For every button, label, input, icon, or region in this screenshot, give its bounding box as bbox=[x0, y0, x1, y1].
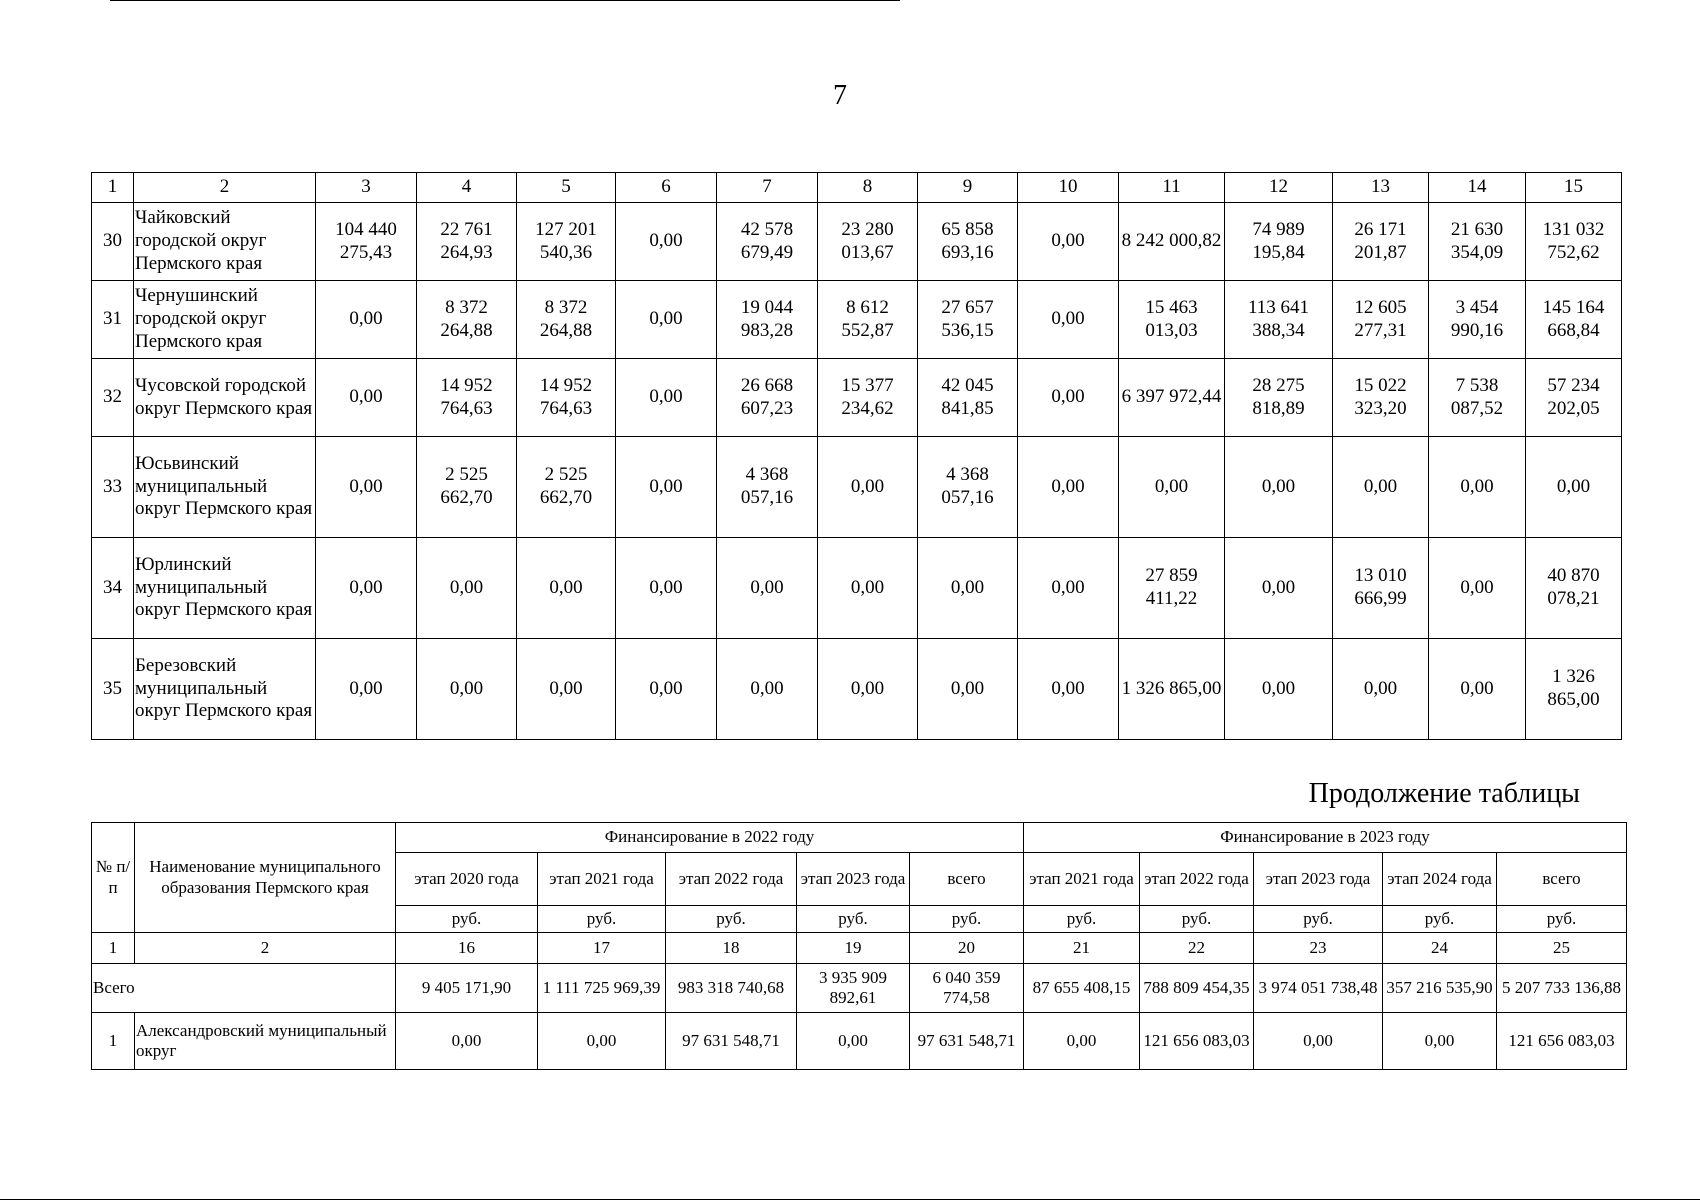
value-cell: 15 022 323,20 bbox=[1333, 359, 1429, 437]
value-cell: 0,00 bbox=[1429, 639, 1526, 740]
unit-cell: руб. bbox=[1140, 906, 1254, 933]
municipality-name: Юрлинский муниципальный округ Пермского края bbox=[134, 538, 316, 639]
value-cell: 6 397 972,44 bbox=[1119, 359, 1225, 437]
value-cell: 0,00 bbox=[396, 1013, 538, 1070]
value-cell: 97 631 548,71 bbox=[910, 1013, 1024, 1070]
header-cell: 15 bbox=[1526, 173, 1622, 203]
value-cell: 42 578 679,49 bbox=[717, 203, 818, 281]
subheader-cell: всего bbox=[1497, 853, 1627, 906]
value-cell: 121 656 083,03 bbox=[1497, 1013, 1627, 1070]
column-number-cell: 22 bbox=[1140, 933, 1254, 964]
value-cell: 0,00 bbox=[717, 639, 818, 740]
value-cell: 74 989 195,84 bbox=[1225, 203, 1333, 281]
value-cell: 57 234 202,05 bbox=[1526, 359, 1622, 437]
total-value: 983 318 740,68 bbox=[666, 964, 797, 1013]
table-row bbox=[92, 639, 1622, 740]
value-cell: 131 032 752,62 bbox=[1526, 203, 1622, 281]
value-cell: 1 326 865,00 bbox=[1119, 639, 1225, 740]
value-cell: 4 368 057,16 bbox=[918, 437, 1018, 538]
row-number: 34 bbox=[92, 538, 134, 639]
value-cell: 0,00 bbox=[316, 538, 417, 639]
value-cell: 8 612 552,87 bbox=[818, 281, 918, 359]
municipality-name: Александровский муниципальный округ bbox=[135, 1013, 396, 1070]
header-cell: 4 bbox=[417, 173, 517, 203]
total-value: 1 111 725 969,39 bbox=[538, 964, 666, 1013]
row-number: 35 bbox=[92, 639, 134, 740]
value-cell: 0,00 bbox=[1018, 359, 1119, 437]
value-cell: 4 368 057,16 bbox=[717, 437, 818, 538]
value-cell: 40 870 078,21 bbox=[1526, 538, 1622, 639]
value-cell: 0,00 bbox=[1383, 1013, 1497, 1070]
value-cell: 0,00 bbox=[1225, 639, 1333, 740]
total-value: 3 974 051 738,48 bbox=[1254, 964, 1383, 1013]
value-cell: 0,00 bbox=[1526, 437, 1622, 538]
value-cell: 15 377 234,62 bbox=[818, 359, 918, 437]
col-name-header: Наименование муниципального образования Пермского края bbox=[135, 823, 396, 933]
value-cell: 0,00 bbox=[1018, 437, 1119, 538]
unit-cell: руб. bbox=[1254, 906, 1383, 933]
value-cell: 22 761 264,93 bbox=[417, 203, 517, 281]
header-cell: 10 bbox=[1018, 173, 1119, 203]
value-cell: 14 952 764,63 bbox=[517, 359, 616, 437]
value-cell: 65 858 693,16 bbox=[918, 203, 1018, 281]
value-cell: 0,00 bbox=[538, 1013, 666, 1070]
value-cell: 0,00 bbox=[316, 437, 417, 538]
total-value: 87 655 408,15 bbox=[1024, 964, 1140, 1013]
value-cell: 0,00 bbox=[1429, 538, 1526, 639]
table-row bbox=[92, 359, 1622, 437]
table-row bbox=[92, 281, 1622, 359]
total-value: 9 405 171,90 bbox=[396, 964, 538, 1013]
header-cell: 9 bbox=[918, 173, 1018, 203]
column-number-cell: 23 bbox=[1254, 933, 1383, 964]
row-number: 31 bbox=[92, 281, 134, 359]
unit-cell: руб. bbox=[1383, 906, 1497, 933]
value-cell: 0,00 bbox=[517, 639, 616, 740]
total-row bbox=[92, 964, 1627, 1013]
value-cell: 7 538 087,52 bbox=[1429, 359, 1526, 437]
value-cell: 0,00 bbox=[1254, 1013, 1383, 1070]
group-header-row bbox=[92, 823, 1627, 853]
unit-cell: руб. bbox=[1024, 906, 1140, 933]
page-number: 7 bbox=[833, 80, 847, 111]
column-number-row bbox=[92, 933, 1627, 964]
total-value: 6 040 359 774,58 bbox=[910, 964, 1024, 1013]
total-value: 788 809 454,35 bbox=[1140, 964, 1254, 1013]
value-cell: 26 171 201,87 bbox=[1333, 203, 1429, 281]
group-2023-header: Финансирование в 2023 году bbox=[1024, 823, 1627, 853]
municipality-name: Чернушинский городской округ Пермского края bbox=[134, 281, 316, 359]
header-cell: 14 bbox=[1429, 173, 1526, 203]
header-cell: 2 bbox=[134, 173, 316, 203]
value-cell: 0,00 bbox=[1333, 639, 1429, 740]
total-label: Всего bbox=[92, 964, 396, 1013]
table-continuation-caption: Продолжение таблицы bbox=[1308, 778, 1580, 809]
value-cell: 0,00 bbox=[1018, 281, 1119, 359]
value-cell: 0,00 bbox=[316, 359, 417, 437]
unit-cell: руб. bbox=[1497, 906, 1627, 933]
total-value: 3 935 909 892,61 bbox=[797, 964, 910, 1013]
unit-cell: руб. bbox=[797, 906, 910, 933]
value-cell: 0,00 bbox=[616, 203, 717, 281]
value-cell: 2 525 662,70 bbox=[517, 437, 616, 538]
value-cell: 3 454 990,16 bbox=[1429, 281, 1526, 359]
table-row bbox=[92, 437, 1622, 538]
subheader-cell: этап 2024 года bbox=[1383, 853, 1497, 906]
unit-cell: руб. bbox=[666, 906, 797, 933]
value-cell: 0,00 bbox=[1225, 437, 1333, 538]
municipality-name: Березовский муниципальный округ Пермского края bbox=[134, 639, 316, 740]
row-number: 30 bbox=[92, 203, 134, 281]
value-cell: 104 440 275,43 bbox=[316, 203, 417, 281]
value-cell: 0,00 bbox=[1119, 437, 1225, 538]
value-cell: 145 164 668,84 bbox=[1526, 281, 1622, 359]
main-table bbox=[91, 172, 1622, 740]
column-number-cell: 20 bbox=[910, 933, 1024, 964]
column-number-row bbox=[92, 173, 1622, 203]
value-cell: 0,00 bbox=[1333, 437, 1429, 538]
subheader-cell: всего bbox=[910, 853, 1024, 906]
value-cell: 15 463 013,03 bbox=[1119, 281, 1225, 359]
column-number-cell: 24 bbox=[1383, 933, 1497, 964]
value-cell: 127 201 540,36 bbox=[517, 203, 616, 281]
row-number: 33 bbox=[92, 437, 134, 538]
value-cell: 0,00 bbox=[616, 639, 717, 740]
value-cell: 0,00 bbox=[818, 639, 918, 740]
total-value: 357 216 535,90 bbox=[1383, 964, 1497, 1013]
unit-cell: руб. bbox=[396, 906, 538, 933]
value-cell: 8 372 264,88 bbox=[417, 281, 517, 359]
value-cell: 0,00 bbox=[616, 538, 717, 639]
column-number-cell: 1 bbox=[92, 933, 135, 964]
value-cell: 0,00 bbox=[316, 639, 417, 740]
value-cell: 0,00 bbox=[517, 538, 616, 639]
header-cell: 13 bbox=[1333, 173, 1429, 203]
subheader-cell: этап 2021 года bbox=[1024, 853, 1140, 906]
value-cell: 19 044 983,28 bbox=[717, 281, 818, 359]
continuation-table bbox=[91, 822, 1627, 1070]
value-cell: 0,00 bbox=[1024, 1013, 1140, 1070]
value-cell: 27 859 411,22 bbox=[1119, 538, 1225, 639]
column-number-cell: 17 bbox=[538, 933, 666, 964]
value-cell: 113 641 388,34 bbox=[1225, 281, 1333, 359]
value-cell: 0,00 bbox=[1018, 538, 1119, 639]
table-row bbox=[92, 1013, 1627, 1070]
total-value: 5 207 733 136,88 bbox=[1497, 964, 1627, 1013]
subheader-cell: этап 2023 года bbox=[1254, 853, 1383, 906]
value-cell: 0,00 bbox=[1429, 437, 1526, 538]
value-cell: 121 656 083,03 bbox=[1140, 1013, 1254, 1070]
header-cell: 5 bbox=[517, 173, 616, 203]
header-cell: 11 bbox=[1119, 173, 1225, 203]
value-cell: 0,00 bbox=[616, 437, 717, 538]
header-cell: 12 bbox=[1225, 173, 1333, 203]
row-number: 1 bbox=[92, 1013, 135, 1070]
value-cell: 8 372 264,88 bbox=[517, 281, 616, 359]
value-cell: 1 326 865,00 bbox=[1526, 639, 1622, 740]
table-row bbox=[92, 538, 1622, 639]
value-cell: 27 657 536,15 bbox=[918, 281, 1018, 359]
value-cell: 0,00 bbox=[1018, 639, 1119, 740]
subheader-cell: этап 2022 года bbox=[1140, 853, 1254, 906]
value-cell: 0,00 bbox=[918, 639, 1018, 740]
value-cell: 0,00 bbox=[918, 538, 1018, 639]
value-cell: 0,00 bbox=[818, 437, 918, 538]
value-cell: 0,00 bbox=[1018, 203, 1119, 281]
header-cell: 8 bbox=[818, 173, 918, 203]
value-cell: 8 242 000,82 bbox=[1119, 203, 1225, 281]
subheader-cell: этап 2022 года bbox=[666, 853, 797, 906]
value-cell: 0,00 bbox=[797, 1013, 910, 1070]
table-row bbox=[92, 203, 1622, 281]
column-number-cell: 25 bbox=[1497, 933, 1627, 964]
col-num-header: № п/п bbox=[92, 823, 135, 933]
value-cell: 0,00 bbox=[818, 538, 918, 639]
value-cell: 21 630 354,09 bbox=[1429, 203, 1526, 281]
value-cell: 28 275 818,89 bbox=[1225, 359, 1333, 437]
value-cell: 0,00 bbox=[417, 538, 517, 639]
unit-cell: руб. bbox=[538, 906, 666, 933]
column-number-cell: 16 bbox=[396, 933, 538, 964]
value-cell: 26 668 607,23 bbox=[717, 359, 818, 437]
row-number: 32 bbox=[92, 359, 134, 437]
value-cell: 12 605 277,31 bbox=[1333, 281, 1429, 359]
unit-cell: руб. bbox=[910, 906, 1024, 933]
column-number-cell: 21 bbox=[1024, 933, 1140, 964]
value-cell: 0,00 bbox=[417, 639, 517, 740]
municipality-name: Чайковский городской округ Пермского края bbox=[134, 203, 316, 281]
subheader-cell: этап 2023 года bbox=[797, 853, 910, 906]
column-number-cell: 2 bbox=[135, 933, 396, 964]
value-cell: 0,00 bbox=[1225, 538, 1333, 639]
column-number-cell: 18 bbox=[666, 933, 797, 964]
value-cell: 13 010 666,99 bbox=[1333, 538, 1429, 639]
municipality-name: Юсьвинский муниципальный округ Пермского края bbox=[134, 437, 316, 538]
group-2022-header: Финансирование в 2022 году bbox=[396, 823, 1024, 853]
value-cell: 23 280 013,67 bbox=[818, 203, 918, 281]
value-cell: 42 045 841,85 bbox=[918, 359, 1018, 437]
municipality-name: Чусовской городской округ Пермского края bbox=[134, 359, 316, 437]
top-rule bbox=[110, 0, 900, 1]
value-cell: 0,00 bbox=[717, 538, 818, 639]
header-cell: 1 bbox=[92, 173, 134, 203]
value-cell: 0,00 bbox=[316, 281, 417, 359]
value-cell: 97 631 548,71 bbox=[666, 1013, 797, 1070]
header-cell: 3 bbox=[316, 173, 417, 203]
header-cell: 7 bbox=[717, 173, 818, 203]
value-cell: 0,00 bbox=[616, 281, 717, 359]
column-number-cell: 19 bbox=[797, 933, 910, 964]
header-cell: 6 bbox=[616, 173, 717, 203]
subheader-cell: этап 2020 года bbox=[396, 853, 538, 906]
value-cell: 14 952 764,63 bbox=[417, 359, 517, 437]
subheader-cell: этап 2021 года bbox=[538, 853, 666, 906]
value-cell: 0,00 bbox=[616, 359, 717, 437]
value-cell: 2 525 662,70 bbox=[417, 437, 517, 538]
